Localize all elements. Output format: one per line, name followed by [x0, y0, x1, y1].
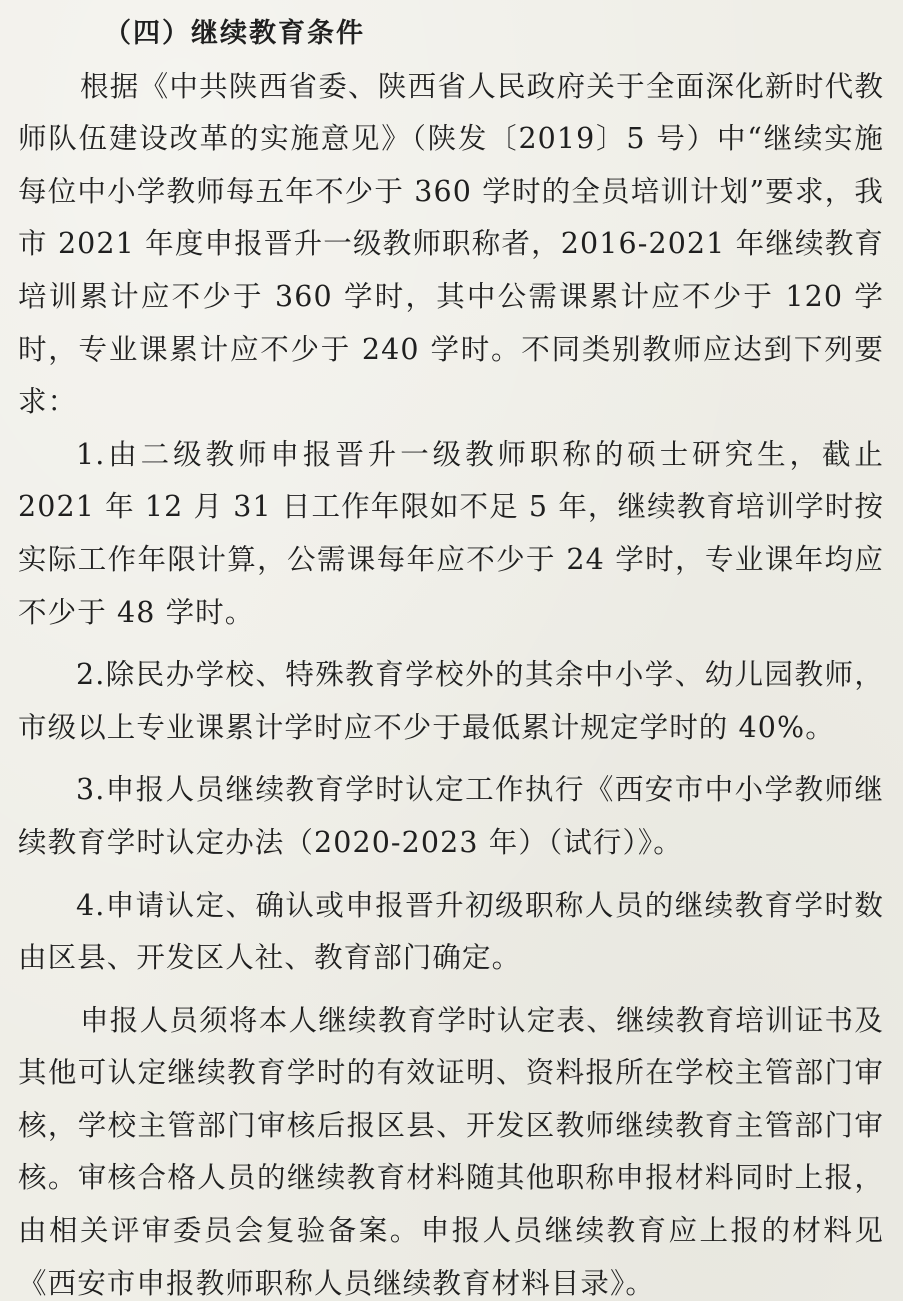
requirement-item-1: 1.由二级教师申报晋升一级教师职称的硕士研究生，截止 2021 年 12 月 31 日工作年限如不足 5 年，继续教育培训学时按实际工作年限计算，公需课每年应不少于 24 学时，专业课年均应不少于 48 学时。 [18, 437, 884, 629]
section-heading: （四）继续教育条件 [104, 18, 365, 49]
requirement-item-4: 4.申请认定、确认或申报晋升初级职称人员的继续教育学时数由区县、开发区人社、教育部门确定。 [18, 888, 884, 975]
intro-paragraph: 根据《中共陕西省委、陕西省人民政府关于全面深化新时代教师队伍建设改革的实施意见》（陕发〔2019〕5 号）中“继续实施每位中小学教师每五年不少于 360 学时的全员培训计划”要求，我市 2021 年度申报晋升一级教师职称者，2016-2021 年继续教育培训累计应不少于 360 学时，其中公需课累计应不少于 120 学时，专业课累计应不少于 240 学时。不同类别教师应达到下列要求： [18, 69, 884, 419]
document-body [18, 8, 884, 1301]
closing-paragraph: 申报人员须将本人继续教育学时认定表、继续教育培训证书及其他可认定继续教育学时的有效证明、资料报所在学校主管部门审核，学校主管部门审核后报区县、开发区教师继续教育主管部门审核。审核合格人员的继续教育材料随其他职称申报材料同时上报，由相关评审委员会复验备案。申报人员继续教育应上报的材料见《西安市申报教师职称人员继续教育材料目录》。 [18, 1003, 884, 1300]
requirement-item-3: 3.申报人员继续教育学时认定工作执行《西安市中小学教师继续教育学时认定办法（2020-2023 年）（试行）》。 [18, 773, 884, 859]
requirement-item-2: 2.除民办学校、特殊教育学校外的其余中小学、幼儿园教师，市级以上专业课累计学时应不少于最低累计规定学时的 40%。 [18, 658, 884, 744]
